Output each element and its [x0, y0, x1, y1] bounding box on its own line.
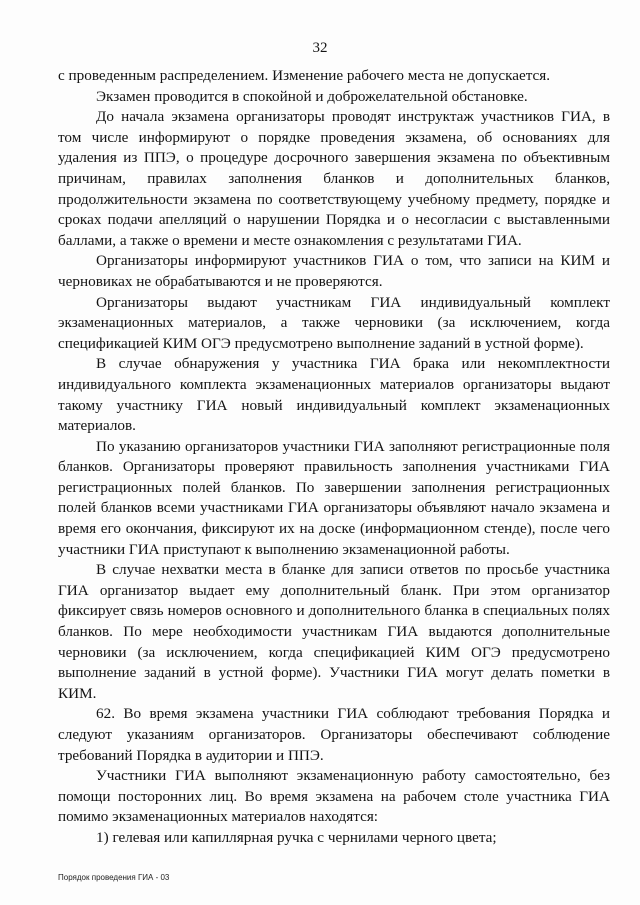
paragraph-atmosphere: Экзамен проводится в спокойной и доброжелательной обстановке.	[96, 87, 528, 105]
list-item-pen: 1) гелевая или капиллярная ручка с чернилами черного цвета;	[96, 828, 497, 846]
page-number: 32	[312, 40, 328, 56]
paragraph-continuation: с проведенным распределением. Изменение рабочего места не допускается.	[58, 67, 551, 84]
paragraph-kim-notes: Организаторы информируют участников ГИА о том, что записи на КИМ и черновиках не обрабатываются и не проверяются.	[58, 252, 610, 290]
page-footer: Порядок проведения ГИА - 03	[58, 873, 170, 882]
paragraph-instruction: До начала экзамена организаторы проводят инструктаж участников ГИА, в том числе информируют о порядке проведения экзамена, об основаниях для удаления из ППЭ, о процедуре досрочного завершения экзамена по объективным причинам, правилах заполнения бланков и дополнительных бланков, продолжительности экзамена по соответствующему учебному предмету, порядке и сроках подачи апелляций о нарушении Порядка и о несогласии с выставленными баллами, а также о времени и месте ознакомления с результатами ГИА.	[58, 108, 610, 249]
paragraph-item-62: 62. Во время экзамена участники ГИА соблюдают требования Порядка и следуют указаниям организаторов. Организаторы обеспечивают соблюдение требований Порядка в аудитории и ППЭ.	[58, 705, 610, 764]
paragraph-issue-materials: Организаторы выдают участникам ГИА индивидуальный комплект экзаменационных материалов, а также черновики (за исключением, когда спецификацией КИМ ОГЭ предусмотрено выполнение заданий в устной форме).	[58, 293, 610, 352]
paragraph-extra-forms: В случае нехватки места в бланке для записи ответов по просьбе участника ГИА организатор выдает ему дополнительный бланк. При этом организатор фиксирует связь номеров основного и дополнительного бланка в специальных полях бланков. По мере необходимости участникам ГИА выдаются дополнительные черновики (за исключением, когда спецификацией КИМ ОГЭ предусмотрено выполнение заданий в устной форме). Участники ГИА могут делать пометки в КИМ.	[58, 561, 610, 702]
document-body	[58, 66, 610, 849]
paragraph-independent-work: Участники ГИА выполняют экзаменационную работу самостоятельно, без помощи посторонних лиц. Во время экзамена на рабочем столе участника ГИА помимо экзаменационных материалов находятся:	[58, 767, 610, 826]
paragraph-registration: По указанию организаторов участники ГИА заполняют регистрационные поля бланков. Организаторы проверяют правильность заполнения участниками ГИА регистрационных полей бланков. По завершении заполнения регистрационных полей бланков всеми участниками ГИА организаторы объявляют начало экзамена и время его окончания, фиксируют их на доске (информационном стенде), после чего участники ГИА приступают к выполнению экзаменационной работы.	[58, 437, 610, 558]
paragraph-defect: В случае обнаружения у участника ГИА брака или некомплектности индивидуального комплекта экзаменационных материалов организаторы выдают такому участнику ГИА новый индивидуальный комплект экзаменационных материалов.	[58, 355, 610, 435]
